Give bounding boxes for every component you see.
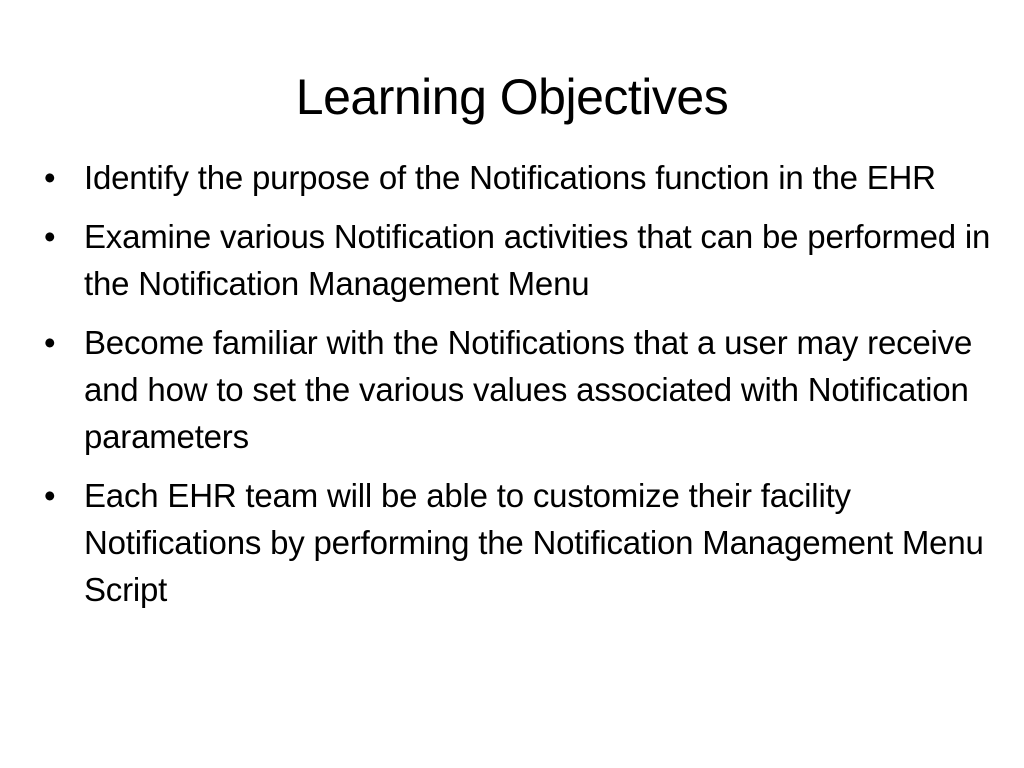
bullet-item bbox=[44, 213, 994, 307]
bullet-text: Each EHR team will be able to customize their facility Notifications by performing the Notification Management Menu Script bbox=[84, 477, 984, 608]
slide-title: Learning Objectives bbox=[295, 69, 729, 125]
bullet-item bbox=[44, 472, 994, 613]
bullet-text: Examine various Notification activities that can be performed in the Notification Management Menu bbox=[84, 218, 991, 302]
bullet-icon: • bbox=[44, 159, 56, 196]
bullet-list bbox=[44, 154, 994, 625]
bullet-text: Identify the purpose of the Notifications function in the EHR bbox=[84, 159, 936, 196]
bullet-icon: • bbox=[44, 218, 56, 255]
bullet-icon: • bbox=[44, 477, 56, 514]
bullet-item bbox=[44, 319, 994, 460]
bullet-text: Become familiar with the Notifications that a user may receive and how to set the various values associated with Notification parameters bbox=[84, 324, 973, 455]
bullet-item bbox=[44, 154, 994, 201]
bullet-icon: • bbox=[44, 324, 56, 361]
